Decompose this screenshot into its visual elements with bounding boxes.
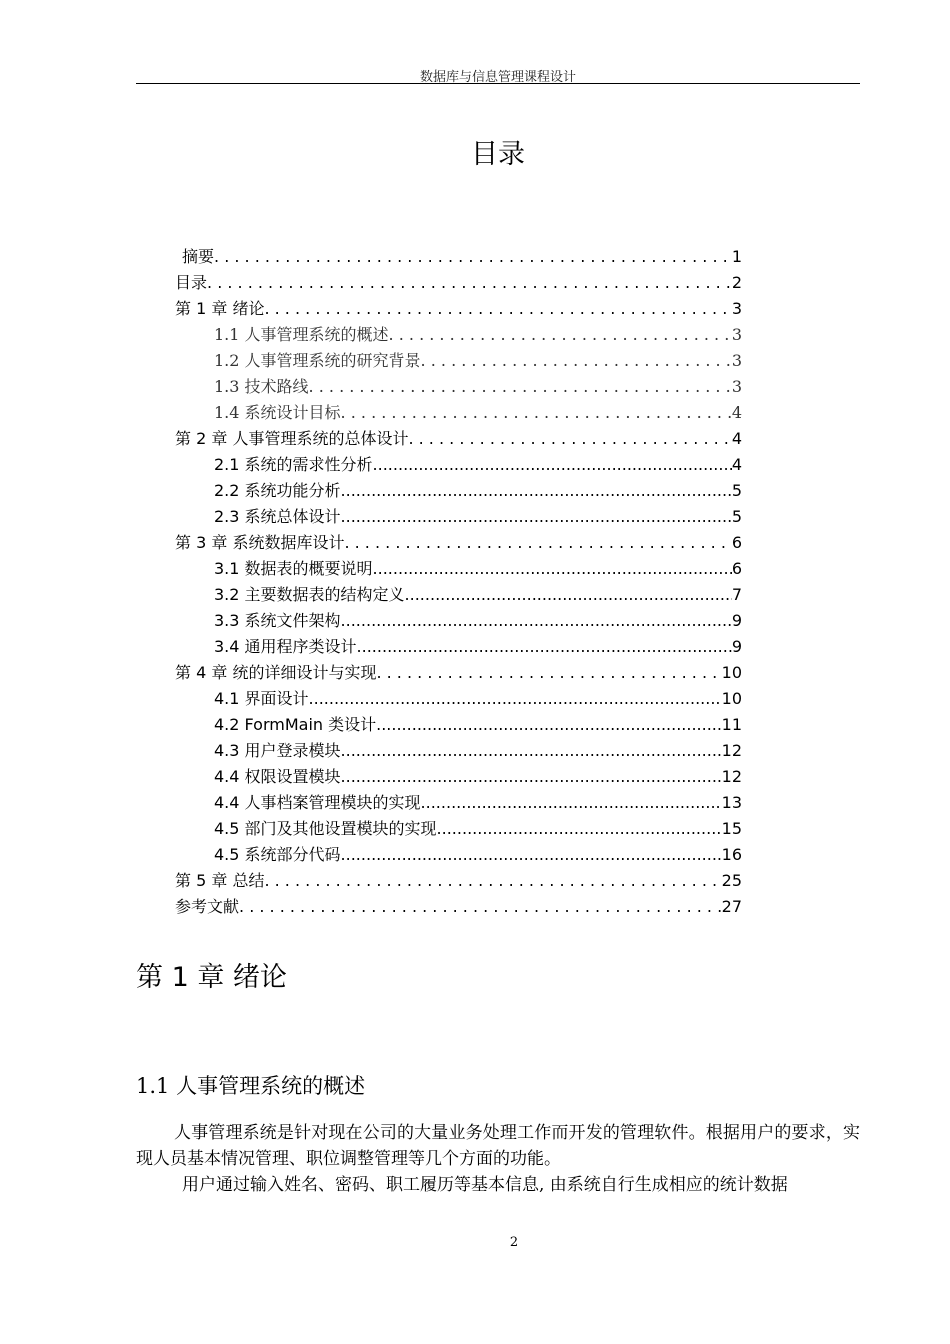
toc-entry-page: 5 xyxy=(731,481,742,500)
toc-leader xyxy=(341,842,722,868)
toc-entry[interactable] xyxy=(175,530,742,556)
toc-entry-page: 3 xyxy=(731,299,742,318)
toc-title: 目录 xyxy=(471,139,525,170)
toc-entry-label: 3.2 主要数据表的结构定义 xyxy=(214,585,405,604)
toc-entry[interactable] xyxy=(214,556,742,582)
toc-entry-label: 4.4 人事档案管理模块的实现 xyxy=(214,793,421,812)
toc-entry[interactable] xyxy=(214,608,742,634)
toc-entry-page: 16 xyxy=(721,845,742,864)
toc-leader xyxy=(376,712,722,738)
toc-leader xyxy=(309,374,732,400)
toc-entry-page: 12 xyxy=(721,741,742,760)
section-number: 1.1 xyxy=(136,1074,170,1098)
toc-entry-page: 6 xyxy=(731,559,742,578)
toc-entry-page: 13 xyxy=(721,793,742,812)
toc-entry-label: 1.1 人事管理系统的概述 xyxy=(214,325,389,344)
toc-entry[interactable] xyxy=(214,712,742,738)
toc-entry[interactable] xyxy=(214,634,742,660)
toc-leader xyxy=(344,530,731,556)
toc-entry[interactable] xyxy=(214,504,742,530)
toc-entry-page: 15 xyxy=(721,819,742,838)
toc-leader xyxy=(341,504,732,530)
toc-entry[interactable] xyxy=(214,686,742,712)
toc-leader xyxy=(389,322,732,348)
toc-entry-label: 4.5 部门及其他设置模块的实现 xyxy=(214,819,437,838)
body-paragraph: 人事管理系统是针对现在公司的大量业务处理工作而开发的管理软件。根据用户的要求，实现人员基本情况管理、职位调整管理等几个方面的功能。 xyxy=(136,1123,860,1169)
toc-leader xyxy=(309,686,722,712)
toc-leader xyxy=(341,764,722,790)
body-paragraph: 用户通过输入姓名、密码、职工履历等基本信息, 由系统自行生成相应的统计数据 xyxy=(182,1175,788,1195)
toc-entry-label: 2.1 系统的需求性分析 xyxy=(214,455,373,474)
toc-entry-label: 第 5 章 总结 xyxy=(175,871,265,890)
toc-entry-page: 4 xyxy=(731,455,742,474)
chapter-heading: 第 1 章 绪论 xyxy=(136,962,287,993)
toc-entry[interactable] xyxy=(175,894,742,920)
toc-entry-label: 1.2 人事管理系统的研究背景 xyxy=(214,351,421,370)
toc-entry-page: 3 xyxy=(731,351,742,370)
toc-entry[interactable] xyxy=(214,842,742,868)
toc-entry-label: 目录 xyxy=(175,273,208,292)
toc-entry-page: 10 xyxy=(721,663,742,682)
toc-entry-label: 4.2 FormMain 类设计 xyxy=(214,715,377,734)
toc-entry[interactable] xyxy=(175,296,742,322)
toc-entry-page: 9 xyxy=(731,637,742,656)
toc-entry-label: 1.3 技术路线 xyxy=(214,377,309,396)
toc-entry[interactable] xyxy=(175,868,742,894)
toc-leader xyxy=(214,244,732,270)
toc-entry-page: 5 xyxy=(731,507,742,526)
toc-entry-label: 3.3 系统文件架构 xyxy=(214,611,341,630)
toc-entry-page: 3 xyxy=(731,325,742,344)
toc-leader xyxy=(373,556,732,582)
toc-leader xyxy=(341,400,732,426)
toc-entry-label: 2.3 系统总体设计 xyxy=(214,507,341,526)
toc-entry[interactable] xyxy=(214,374,742,400)
toc-leader xyxy=(437,816,722,842)
toc-entry-page: 2 xyxy=(731,273,742,292)
toc-leader xyxy=(373,452,732,478)
toc-entry-page: 9 xyxy=(731,611,742,630)
toc-entry[interactable] xyxy=(214,738,742,764)
toc-leader xyxy=(421,348,732,374)
toc-entry-label: 第 1 章 绪论 xyxy=(175,299,265,318)
toc-entry-label: 3.4 通用程序类设计 xyxy=(214,637,357,656)
toc-entry[interactable] xyxy=(214,452,742,478)
toc-entry-page: 11 xyxy=(721,715,742,734)
toc-entry-page: 25 xyxy=(721,871,742,890)
toc-entry-label: 4.3 用户登录模块 xyxy=(214,741,341,760)
toc-leader xyxy=(357,634,732,660)
toc-entry-label: 4.1 界面设计 xyxy=(214,689,309,708)
toc-entry-page: 4 xyxy=(731,403,742,422)
toc-leader xyxy=(341,478,732,504)
toc-entry[interactable] xyxy=(214,478,742,504)
toc-entry-label: 1.4 系统设计目标 xyxy=(214,403,341,422)
toc-entry-label: 第 3 章 系统数据库设计 xyxy=(175,533,345,552)
toc-leader xyxy=(408,426,731,452)
toc-entry-label: 2.2 系统功能分析 xyxy=(214,481,341,500)
toc-entry-label: 第 2 章 人事管理系统的总体设计 xyxy=(175,429,409,448)
toc-entry-label: 参考文献 xyxy=(175,897,240,916)
toc-entry[interactable] xyxy=(214,764,742,790)
toc-entry-page: 12 xyxy=(721,767,742,786)
toc-entry-page: 4 xyxy=(731,429,742,448)
page-number: 2 xyxy=(509,1235,519,1250)
toc-entry-page: 3 xyxy=(731,377,742,396)
toc-leader xyxy=(376,660,721,686)
toc-entry[interactable] xyxy=(175,426,742,452)
toc-entry-page: 1 xyxy=(731,247,742,266)
toc-entry[interactable] xyxy=(175,660,742,686)
section-title: 人事管理系统的概述 xyxy=(176,1074,366,1098)
toc-leader xyxy=(207,270,732,296)
toc-leader xyxy=(264,868,721,894)
toc-entry[interactable] xyxy=(214,322,742,348)
toc-entry-label: 4.4 权限设置模块 xyxy=(214,767,341,786)
toc-entry-label: 摘要 xyxy=(182,247,215,266)
toc-leader xyxy=(341,738,722,764)
toc-entry-page: 10 xyxy=(721,689,742,708)
toc-leader xyxy=(341,608,732,634)
toc-entry-page: 6 xyxy=(731,533,742,552)
toc-entry[interactable] xyxy=(182,244,742,270)
toc-leader xyxy=(405,582,732,608)
running-header: 数据库与信息管理课程设计 xyxy=(419,70,576,85)
toc-leader xyxy=(239,894,722,920)
toc-entry-page: 27 xyxy=(721,897,742,916)
toc-entry[interactable] xyxy=(214,816,742,842)
toc-entry-page: 7 xyxy=(731,585,742,604)
toc-entry-label: 第 4 章 统的详细设计与实现 xyxy=(175,663,377,682)
toc-entry-label: 3.1 数据表的概要说明 xyxy=(214,559,373,578)
toc-entry[interactable] xyxy=(214,582,742,608)
toc-entry-label: 4.5 系统部分代码 xyxy=(214,845,341,864)
toc-leader xyxy=(264,296,731,322)
header-rule xyxy=(136,83,860,84)
toc-entry[interactable] xyxy=(214,400,742,426)
toc-entry[interactable] xyxy=(214,790,742,816)
section-heading xyxy=(136,1070,365,1100)
toc-entry[interactable] xyxy=(175,270,742,296)
toc-entry[interactable] xyxy=(214,348,742,374)
toc-leader xyxy=(421,790,722,816)
